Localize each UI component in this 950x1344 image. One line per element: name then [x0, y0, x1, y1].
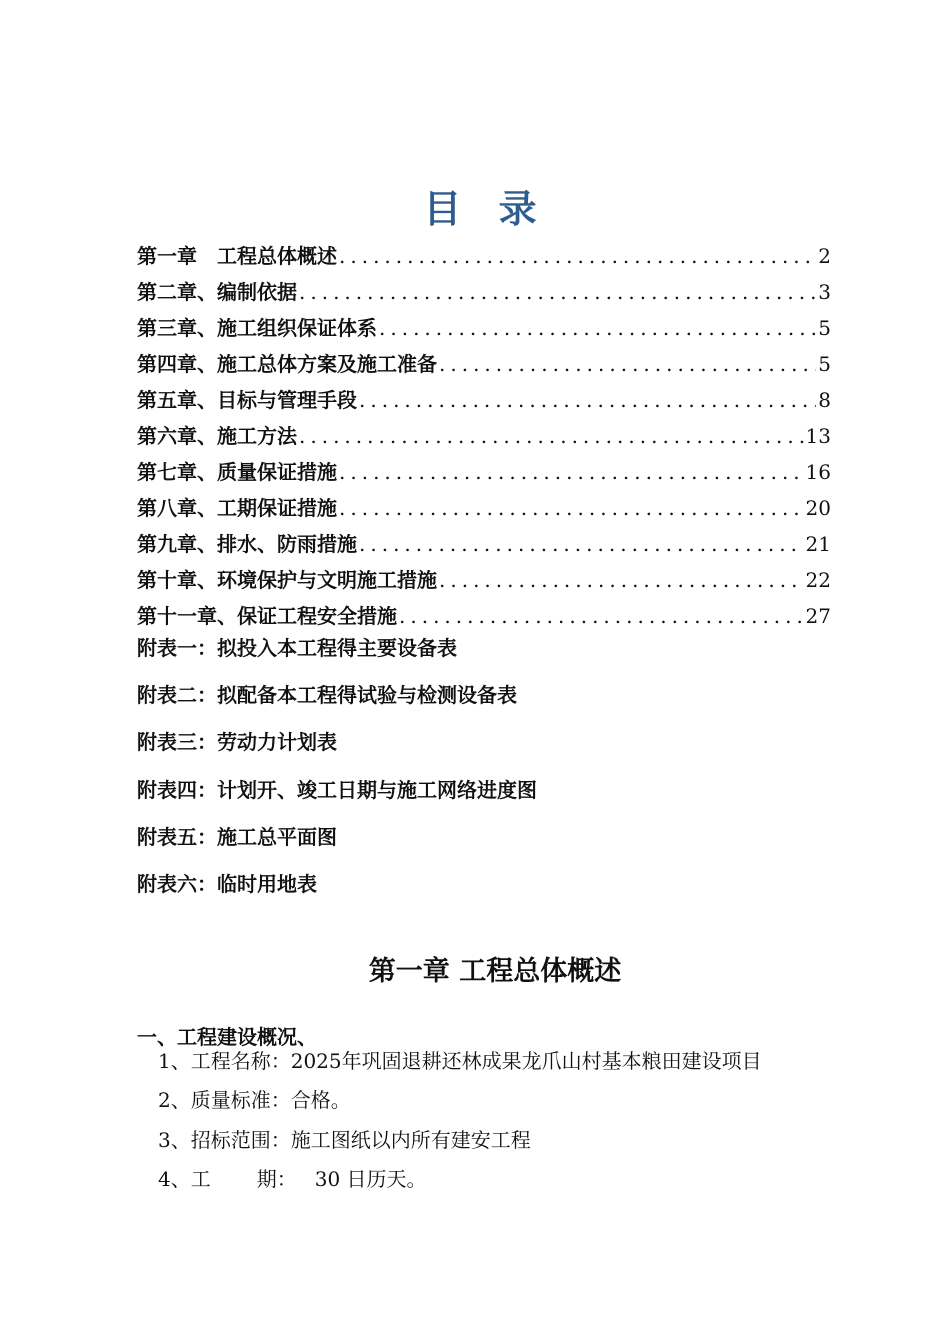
- duration-item: [158, 1162, 762, 1201]
- toc-entry-page: 8: [818, 388, 831, 412]
- toc-entry: [137, 596, 831, 632]
- appendix-item: 附表四：计划开、竣工日期与施工网络进度图: [137, 777, 537, 802]
- section-heading: 一、工程建设概况、: [137, 1025, 317, 1049]
- toc-entry-page: 5: [818, 352, 831, 376]
- toc-entry-label: 第十一章、保证工程安全措施: [137, 604, 397, 628]
- toc-entry-label: 第七章、质量保证措施: [137, 460, 337, 484]
- toc-entry: [137, 380, 831, 416]
- appendix-item: 附表六：临时用地表: [137, 871, 317, 896]
- toc-entry-page: 5: [818, 316, 831, 340]
- toc-entry-label: 第八章、工期保证措施: [137, 496, 337, 520]
- toc-leader-dots: [337, 456, 804, 488]
- project-name-item: 1、工程名称：2025年巩固退耕还林成果龙爪山村基本粮田建设项目: [158, 1049, 762, 1073]
- toc-leader-dots: [437, 348, 816, 380]
- toc-leader-dots: [337, 492, 804, 524]
- toc-entry-page: 27: [805, 604, 831, 628]
- toc-entry-label: 第一章 工程总体概述: [137, 244, 337, 268]
- toc-title: 目 录: [423, 186, 549, 231]
- toc-entry-label: 第六章、施工方法: [137, 424, 297, 448]
- duration-value: 30 日历天。: [314, 1166, 427, 1191]
- appendix-item: 附表二：拟配备本工程得试验与检测设备表: [137, 683, 517, 708]
- quality-standard-item: 2、质量标准：合格。: [158, 1088, 351, 1113]
- appendix-item: 附表三：劳动力计划表: [137, 730, 337, 755]
- appendix-item: 附表一：拟投入本工程得主要设备表: [137, 636, 457, 660]
- toc-entry: [137, 308, 831, 344]
- toc-entry: [137, 272, 831, 308]
- toc-entry-label: 第十章、环境保护与文明施工措施: [137, 568, 437, 592]
- duration-label-suffix: 期：: [256, 1166, 297, 1191]
- toc-entry-page: 22: [805, 568, 831, 592]
- toc-entry: [137, 452, 831, 488]
- toc-entry-label: 第三章、施工组织保证体系: [137, 316, 377, 340]
- toc-leader-dots: [297, 420, 804, 452]
- toc-entry: [137, 488, 831, 524]
- toc-leader-dots: [337, 240, 816, 272]
- toc-leader-dots: [357, 384, 816, 416]
- toc-leader-dots: [437, 564, 804, 596]
- toc-entry: [137, 560, 831, 596]
- toc-entry: [137, 236, 831, 272]
- toc-entry-page: 3: [818, 280, 831, 304]
- toc-entry: [137, 524, 831, 560]
- bid-scope-item: 3、招标范围：施工图纸以内所有建安工程: [158, 1127, 531, 1152]
- project-overview-list: [158, 1044, 762, 1201]
- toc-entry-page: 21: [805, 532, 831, 556]
- toc-entry: [137, 416, 831, 452]
- duration-label-prefix: 4、工: [158, 1166, 211, 1191]
- toc-entry-page: 20: [805, 496, 831, 520]
- chapter-heading: 第一章 工程总体概述: [368, 956, 622, 987]
- toc-entry-label: 第二章、编制依据: [137, 280, 297, 304]
- toc-entry-label: 第四章、施工总体方案及施工准备: [137, 352, 437, 376]
- toc-leader-dots: [357, 528, 804, 560]
- toc-entry-label: 第九章、排水、防雨措施: [137, 532, 357, 556]
- toc-leader-dots: [297, 276, 816, 308]
- toc-entry-label: 第五章、目标与管理手段: [137, 388, 357, 412]
- toc-list: [137, 236, 831, 632]
- toc-entry: [137, 344, 831, 380]
- appendix-item: 附表五：施工总平面图: [137, 824, 337, 849]
- toc-entry-page: 16: [805, 460, 831, 484]
- appendix-list: [137, 630, 537, 913]
- toc-entry-page: 13: [805, 424, 831, 448]
- toc-leader-dots: [377, 312, 816, 344]
- toc-entry-page: 2: [818, 244, 831, 268]
- toc-leader-dots: [397, 600, 804, 632]
